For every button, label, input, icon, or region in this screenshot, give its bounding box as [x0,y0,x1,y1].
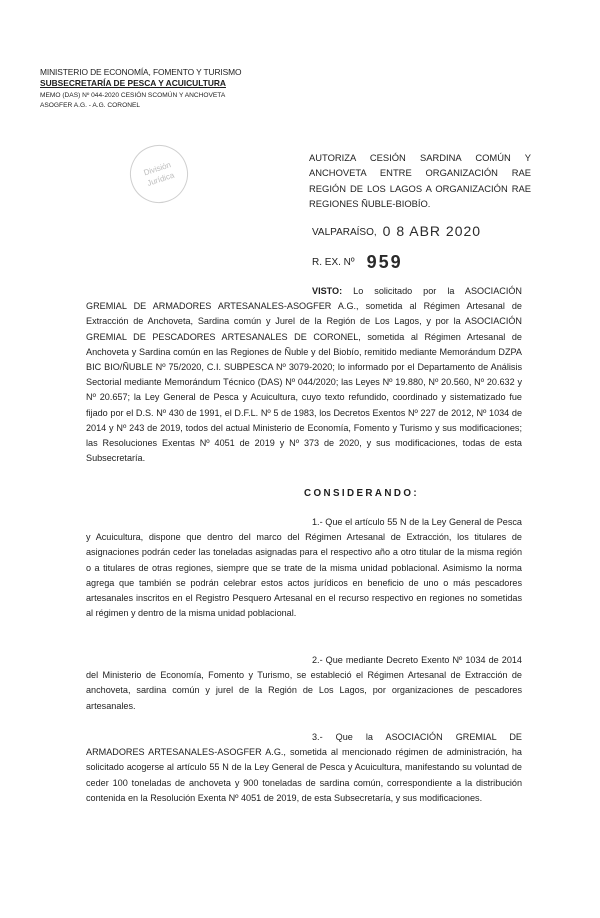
subsecretaria-name: SUBSECRETARÍA DE PESCA Y ACUICULTURA [40,78,226,88]
parties-reference: ASOGFER A.G. - A.G. CORONEL [40,102,141,109]
resolution-number-value: 959 [366,252,403,272]
date-stamp: 0 8 ABR 2020 [382,223,482,239]
resolution-label: R. EX. Nº [312,257,355,268]
memo-reference: MEMO (DAS) Nº 044-2020 CESIÓN SCOMÚN Y ANCHOVETA [40,92,226,99]
visto-lead: VISTO: [312,286,343,296]
considerando-heading: CONSIDERANDO: [304,488,420,499]
ministry-name: MINISTERIO DE ECONOMÍA, FOMENTO Y TURISMO [40,67,242,77]
considerando-paragraph-2: 2.- Que mediante Decreto Exento Nº 1034 de 2014 del Ministerio de Economía, Fomento y Turismo, se estableció el Régimen Artesanal de Extracción de anchoveta, sardina común y jurel de la Región de Los Lagos, por organizaciones de pescadores artesanales. [86,655,522,711]
place-date [312,222,481,238]
division-stamp: División Jurídica [122,137,195,210]
visto-text: Lo solicitado por la ASOCIACIÓN GREMIAL DE ARMADORES ARTESANALES-ASOGFER A.G., sometida al Régimen Artesanal de Extracción de Anchoveta, Sardina común y Jurel de la Región de Los Lagos, y por la ASOCIACIÓN GREMIAL DE PESCADORES ARTESANALES DE CORONEL, sometida al Régimen Artesanal de Anchoveta y Sardina común en las Regiones de Ñuble y del Biobío, remitido mediante Memorándum DZPA BIC BIO/ÑUBLE Nº 75/2020, C.I. SUBPESCA Nº 3079-2020; lo informado por el Departamento de Análisis Sectorial mediante Memorándum Técnico (DAS) Nº 044/2020; las Leyes Nº 19.880, Nº 20.560, Nº 20.632 y Nº 20.657; la Ley General de Pesca y Acuicultura, cuyo texto refundido, coordinado y sistematizado fue fijado por el D.S. Nº 430 de 1991, el D.F.L. Nº 5 de 1983, los Decretos Exentos Nº 227 de 2012, Nº 1034 de 2014 y Nº 243 de 2019, todos del actual Ministerio de Economía, Fomento y Turismo y sus modificaciones; las Resoluciones Exentas Nº 4051 de 2019 y Nº 373 de 2020, y sus modificaciones, todas de esta Subsecretaría. [86,286,522,464]
ministry-header [40,67,250,111]
considerando-paragraph-3: 3.- Que la ASOCIACIÓN GREMIAL DE ARMADORES ARTESANALES-ASOGFER A.G., sometida al mencionado régimen de administración, ha solicitado acogerse al artículo 55 N de la Ley General de Pesca y Acuicultura, manifestando su voluntad de ceder 100 toneladas de anchoveta y 900 toneladas de sardina común, correspondiente a la distribución contenida en la Resolución Exenta Nº 4051 de 2019, de esta Subsecretaría, y sus modificaciones. [86,732,522,803]
resolution-number [312,249,403,270]
considerando-paragraph-1: 1.- Que el artículo 55 N de la Ley General de Pesca y Acuicultura, dispone que dentro del marco del Régimen Artesanal de Extracción, los titulares de asignaciones podrán ceder las toneladas asignadas para el respectivo año a otro titular de la misma región o a titulares de otras regiones, siempre que se trate de la misma unidad poblacional. Asimismo la norma agrega que también se podrán celebrar estos actos jurídicos en beneficio de uno o más pescadores artesanales inscritos en el Registro Pesquero Artesanal en el recurso respectivo en regiones no sometidas al régimen y dentro de la misma unidad poblacional. [86,517,522,619]
document-subject: AUTORIZA CESIÓN SARDINA COMÚN Y ANCHOVETA ENTRE ORGANIZACIÓN RAE REGIÓN DE LOS LAGOS A ORGANIZACIÓN RAE REGIONES ÑUBLE-BIOBÍO. [309,152,531,209]
place-label: VALPARAÍSO, [312,227,377,238]
visto-paragraph [86,284,522,466]
